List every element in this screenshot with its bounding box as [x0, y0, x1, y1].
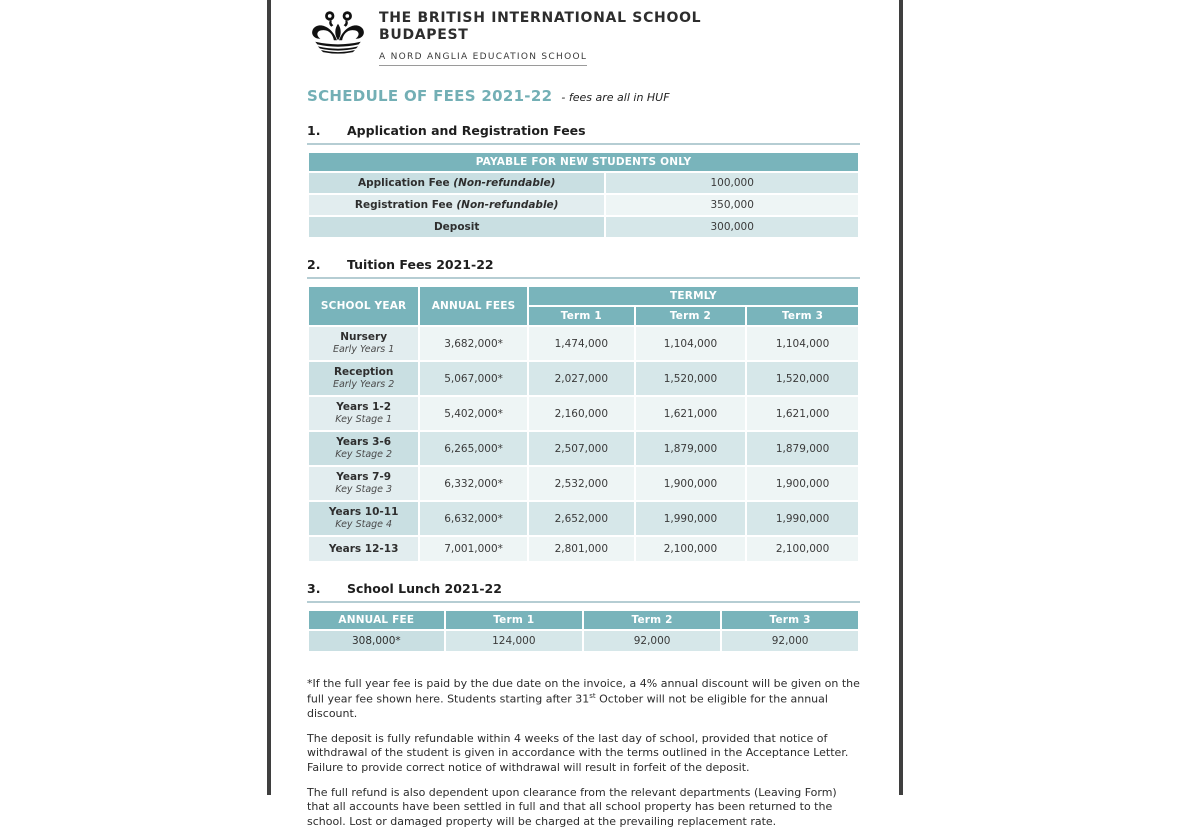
document-page [267, 0, 903, 828]
annual-fee-header-cell: ANNUAL FEE [309, 611, 444, 629]
table-row [309, 195, 858, 215]
annual-fee-cell: 7,001,000* [420, 537, 527, 561]
school-year-cell: Years 1-2 Key Stage 1 [309, 397, 418, 430]
term3-cell: 1,990,000 [747, 502, 858, 535]
school-year-cell: Reception Early Years 2 [309, 362, 418, 395]
term1-cell: 124,000 [446, 631, 582, 651]
table-row [309, 537, 858, 561]
table-row [309, 327, 858, 360]
term1-cell: 2,532,000 [529, 467, 634, 500]
school-year-cell: Years 12-13 [309, 537, 418, 561]
school-lunch-table [307, 609, 860, 653]
table-row [309, 362, 858, 395]
section1-title: Application and Registration Fees [347, 123, 586, 139]
term2-header-cell: Term 2 [584, 611, 720, 629]
annual-fee-cell: 6,265,000* [420, 432, 527, 465]
section2-heading [307, 257, 860, 279]
table-header-row [309, 611, 858, 629]
term2-cell: 2,100,000 [636, 537, 745, 561]
section3-number: 3. [307, 581, 321, 597]
tuition-fees-table [307, 285, 860, 563]
fee-value-cell: 100,000 [606, 173, 858, 193]
school-year-cell: Years 10-11 Key Stage 4 [309, 502, 418, 535]
fee-label-cell: Application Fee (Non-refundable) [309, 173, 604, 193]
term2-cell: 1,621,000 [636, 397, 745, 430]
section3-title: School Lunch 2021-22 [347, 581, 502, 597]
term3-header-cell: Term 3 [722, 611, 858, 629]
fee-value-cell: 300,000 [606, 217, 858, 237]
table-row [309, 502, 858, 535]
term2-cell: 1,104,000 [636, 327, 745, 360]
school-name-line2: BUDAPEST [379, 27, 469, 44]
annual-fee-cell: 3,682,000* [420, 327, 527, 360]
table-row [309, 467, 858, 500]
term2-cell: 1,520,000 [636, 362, 745, 395]
term1-cell: 2,507,000 [529, 432, 634, 465]
term3-cell: 1,104,000 [747, 327, 858, 360]
section3-heading [307, 581, 860, 603]
term3-cell: 1,520,000 [747, 362, 858, 395]
footnote-refund: The full refund is also dependent upon clearance from the relevant departments (Leaving Form) that all accounts have been settled in full and that all school property has been returned to the school. Lost or damaged property will be charged at the prevailing replacement rate. [307, 785, 837, 828]
term3-cell: 1,879,000 [747, 432, 858, 465]
section2-title: Tuition Fees 2021-22 [347, 257, 494, 273]
term2-cell: 1,990,000 [636, 502, 745, 535]
section1-heading [307, 123, 860, 145]
footnotes [307, 677, 860, 829]
school-year-cell: Years 7-9 Key Stage 3 [309, 467, 418, 500]
term1-cell: 1,474,000 [529, 327, 634, 360]
school-year-header-cell: SCHOOL YEAR [309, 287, 418, 325]
document-title-row [307, 86, 860, 105]
payable-header-cell: PAYABLE FOR NEW STUDENTS ONLY [309, 153, 858, 171]
term1-header-cell: Term 1 [529, 307, 634, 325]
term3-cell: 2,100,000 [747, 537, 858, 561]
table-row [309, 432, 858, 465]
table-row [309, 631, 858, 651]
annual-fee-cell: 5,067,000* [420, 362, 527, 395]
term3-cell: 92,000 [722, 631, 858, 651]
section1-number: 1. [307, 123, 321, 139]
table-row [309, 217, 858, 237]
term2-cell: 1,879,000 [636, 432, 745, 465]
term3-header-cell: Term 3 [747, 307, 858, 325]
term2-cell: 1,900,000 [636, 467, 745, 500]
term3-cell: 1,900,000 [747, 467, 858, 500]
school-year-cell: Nursery Early Years 1 [309, 327, 418, 360]
table-row [309, 173, 858, 193]
school-tagline: A NORD ANGLIA EDUCATION SCHOOL [379, 52, 587, 66]
term1-cell: 2,801,000 [529, 537, 634, 561]
term1-cell: 2,160,000 [529, 397, 634, 430]
fee-label-cell: Deposit [309, 217, 604, 237]
annual-fee-cell: 6,332,000* [420, 467, 527, 500]
table-row [309, 397, 858, 430]
fee-value-cell: 350,000 [606, 195, 858, 215]
footnote-deposit: The deposit is fully refundable within 4 weeks of the last day of school, provided that notice of withdrawal of the student is given in accordance with the terms outlined in the Acceptance Letter. Failure to provide correct notice of withdrawal will result in forfeit of the deposit. [307, 731, 849, 774]
school-name-block [379, 8, 701, 66]
term2-cell: 92,000 [584, 631, 720, 651]
annual-fees-header-cell: ANNUAL FEES [420, 287, 527, 325]
school-year-cell: Years 3-6 Key Stage 2 [309, 432, 418, 465]
nord-anglia-crown-logo-icon [307, 8, 369, 58]
school-name-line1: THE BRITISH INTERNATIONAL SCHOOL [379, 10, 702, 26]
table-header-row [309, 153, 858, 171]
fee-label-cell: Registration Fee (Non-refundable) [309, 195, 604, 215]
termly-header-cell: TERMLY [529, 287, 858, 305]
term1-cell: 2,652,000 [529, 502, 634, 535]
section2-number: 2. [307, 257, 321, 273]
term2-header-cell: Term 2 [636, 307, 745, 325]
application-registration-fees-table [307, 151, 860, 239]
document-title: SCHEDULE OF FEES 2021-22 [307, 87, 553, 106]
term1-cell: 2,027,000 [529, 362, 634, 395]
table-header-row [309, 287, 858, 305]
annual-fee-cell: 6,632,000* [420, 502, 527, 535]
annual-fee-cell: 5,402,000* [420, 397, 527, 430]
term1-header-cell: Term 1 [446, 611, 582, 629]
footnote-discount: *If the full year fee is paid by the due date on the invoice, a 4% annual discount will be given on the full year fee shown here. Students starting after 31st October will not be eligible for the annual discount. [307, 677, 860, 721]
term3-cell: 1,621,000 [747, 397, 858, 430]
annual-fee-cell: 308,000* [309, 631, 444, 651]
document-title-note: - fees are all in HUF [561, 91, 670, 105]
school-header [307, 8, 860, 66]
